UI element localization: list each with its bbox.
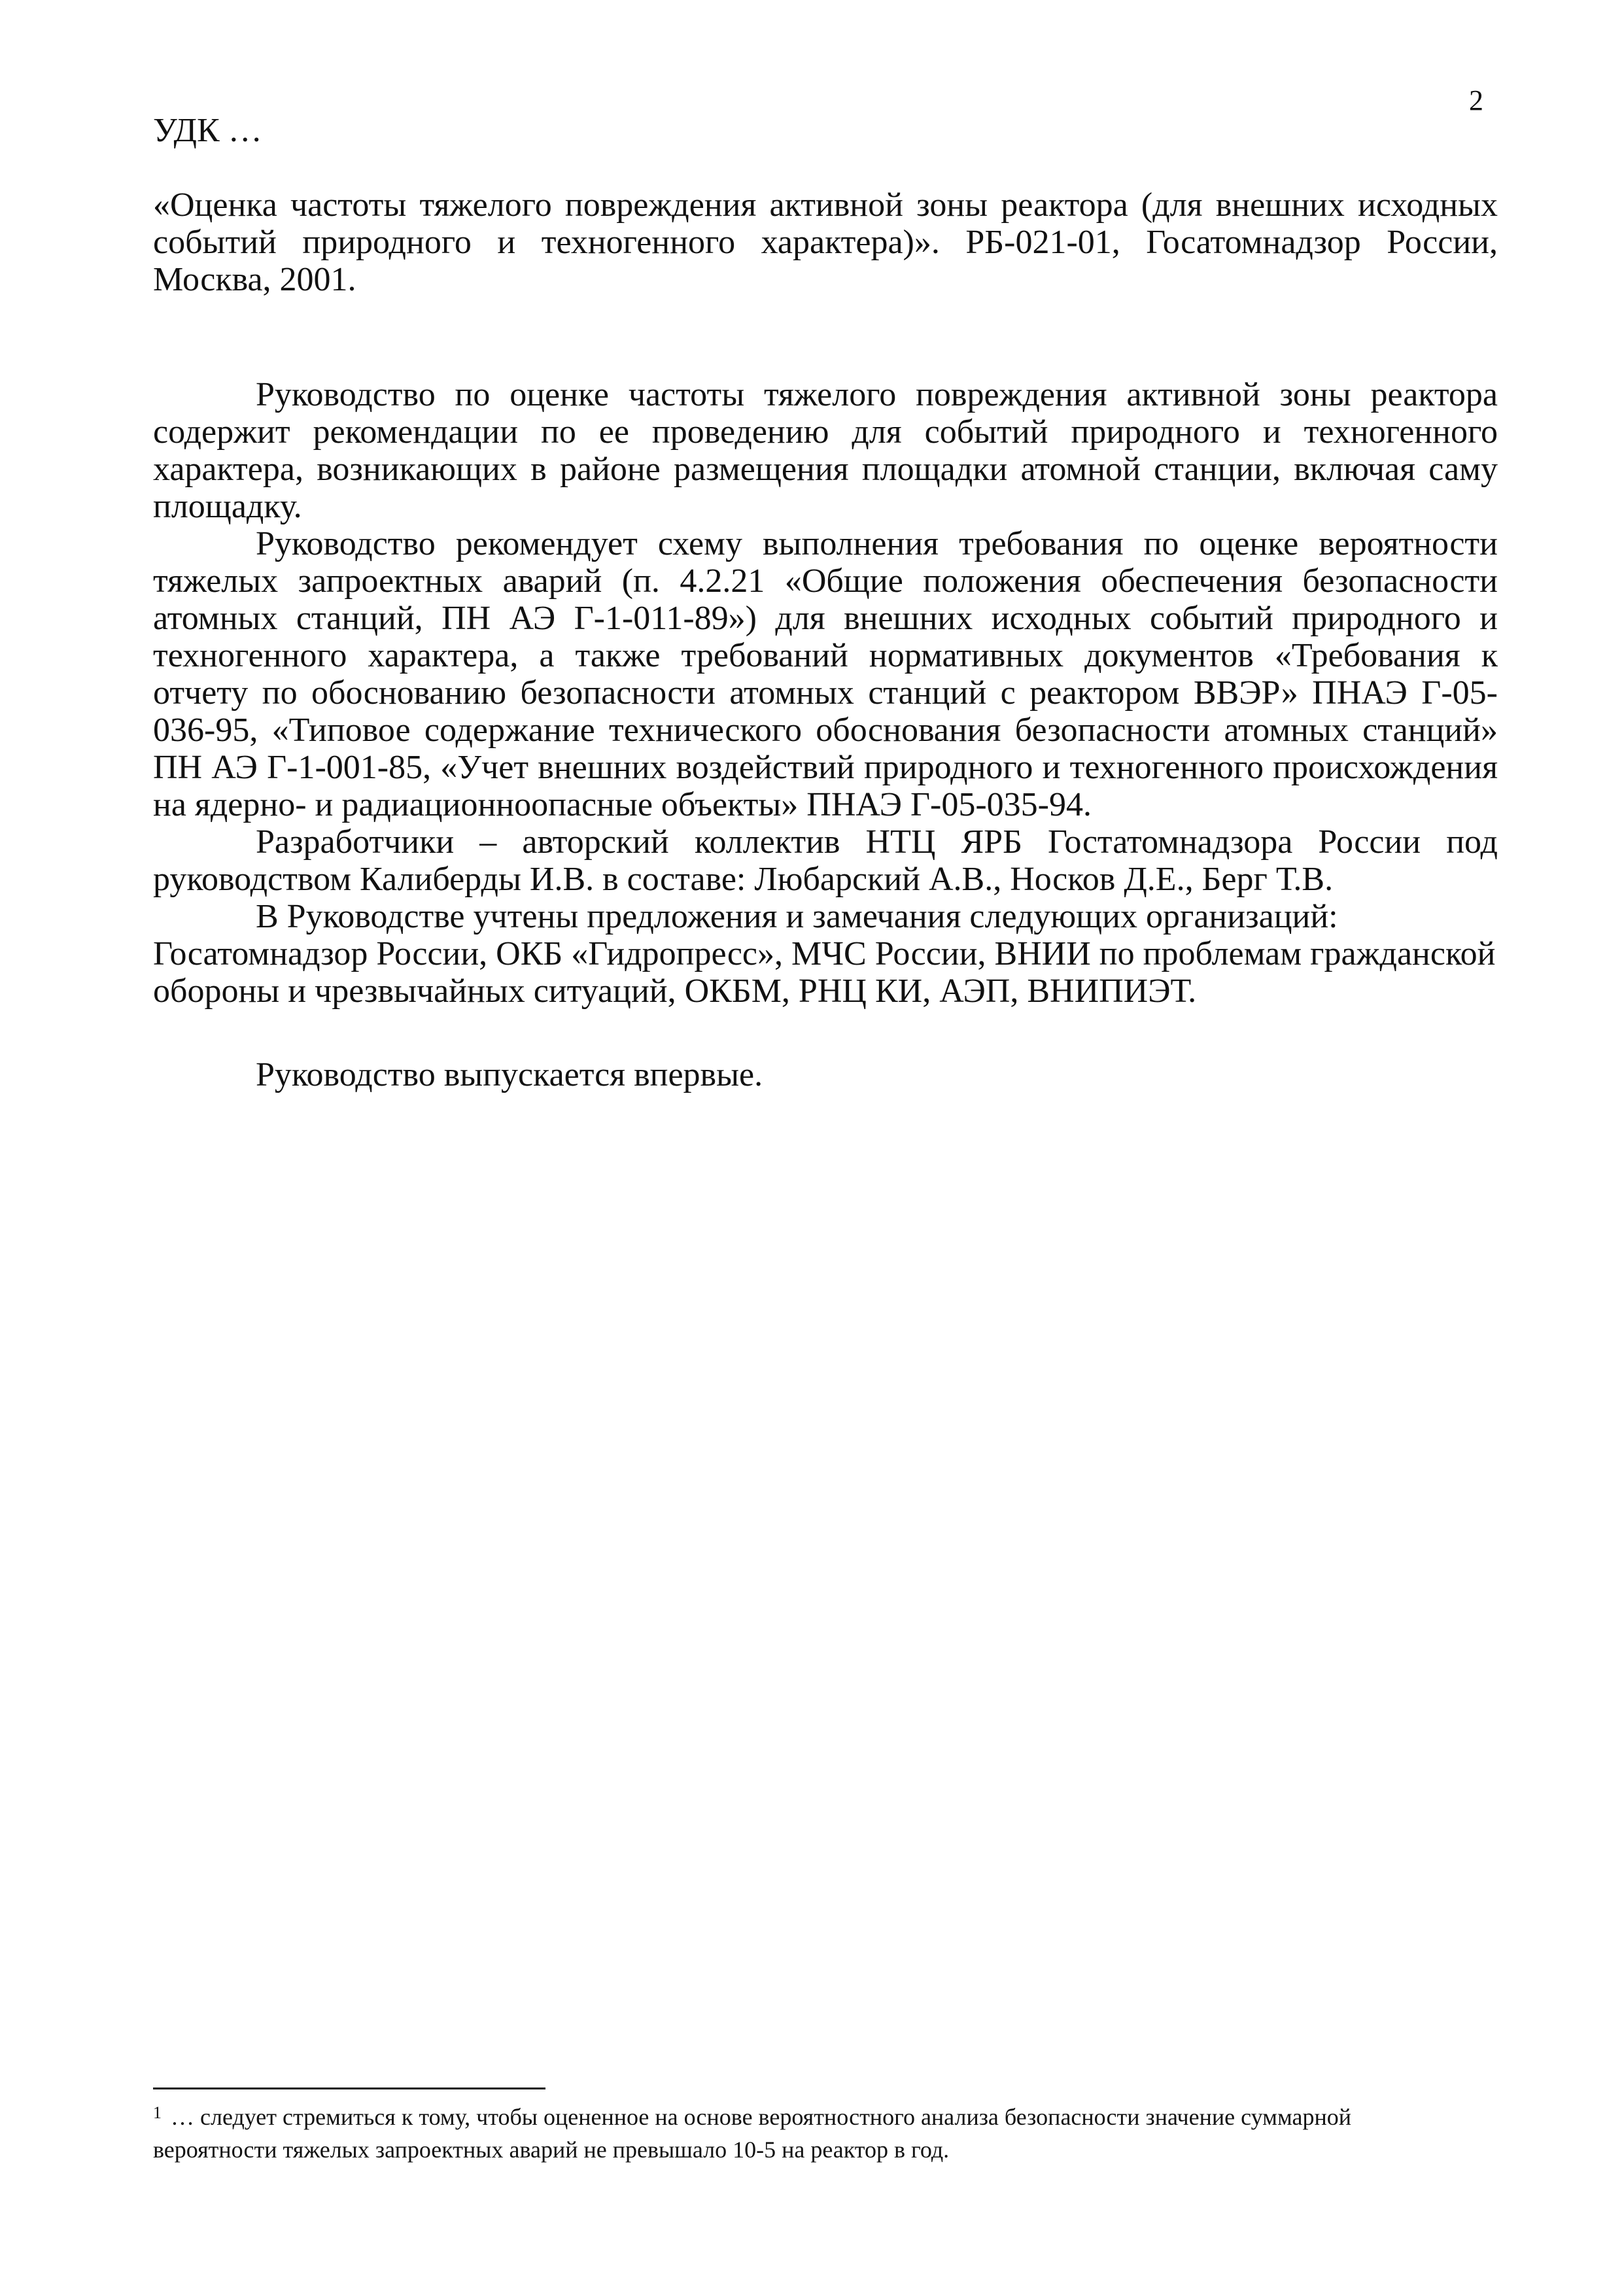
footnote-separator bbox=[153, 2087, 545, 2089]
document-summary bbox=[153, 376, 1498, 1010]
paragraph-organizations-list: Госатомнадзор России, ОКБ «Гидропресс», МЧС России, ВНИИ по проблемам гражданской обороны и чрезвычайных ситуаций, ОКБМ, РНЦ КИ, АЭП, ВНИПИЭТ. bbox=[153, 935, 1496, 1010]
paragraph-scope: Руководство по оценке частоты тяжелого повреждения активной зоны реактора содержит рекомендации по ее проведению для событий природного и техногенного характера, возникающих в районе размещения площадки атомной станции, включая саму площадку. bbox=[153, 376, 1498, 525]
document-title-reference: «Оценка частоты тяжелого повреждения активной зоны реактора (для внешних исходных событий природного и техногенного характера)». РБ-021-01, Госатомнадзор России, Москва, 2001. bbox=[153, 186, 1498, 298]
paragraph-recommendation: Руководство рекомендует схему выполнения требования по оценке вероятности тяжелых запроектных аварий (п. 4.2.21 «Общие положения обеспечения безопасности атомных станций, ПН АЭ Г-1-011-89») для внешних исходных событий природного и техногенного характера, а также требований нормативных документов «Требования к отчету по обоснованию безопасности атомных станций с реактором ВВЭР» ПНАЭ Г-05-036-95, «Типовое содержание технического обоснования безопасности атомных станций» ПН АЭ Г-1-001-85, «Учет внешних воздействий природного и техногенного происхождения на ядерно- и радиационноопасные объекты» ПНАЭ Г-05-035-94. bbox=[153, 525, 1498, 823]
page-number: 2 bbox=[1469, 84, 1483, 116]
footnote-marker: 1 bbox=[153, 2103, 162, 2122]
paragraph-developers: Разработчики – авторский коллектив НТЦ ЯРБ Гостатомнадзора России под руководством Калиберды И.В. в составе: Любарский А.В., Носков Д.Е., Берг Т.В. bbox=[153, 823, 1498, 898]
footnote-text: … следует стремиться к тому, чтобы оцененное на основе вероятностного анализа безопасности значение суммарной вероятности тяжелых запроектных аварий не превышало 10-5 на реактор в год. bbox=[153, 2104, 1352, 2163]
first-edition-note: Руководство выпускается впервые. bbox=[256, 1056, 763, 1093]
paragraph-organizations-intro: В Руководстве учтены предложения и замечания следующих организаций: bbox=[256, 898, 1338, 935]
footnote bbox=[153, 2101, 1474, 2166]
udk-code: УДК … bbox=[153, 112, 262, 149]
